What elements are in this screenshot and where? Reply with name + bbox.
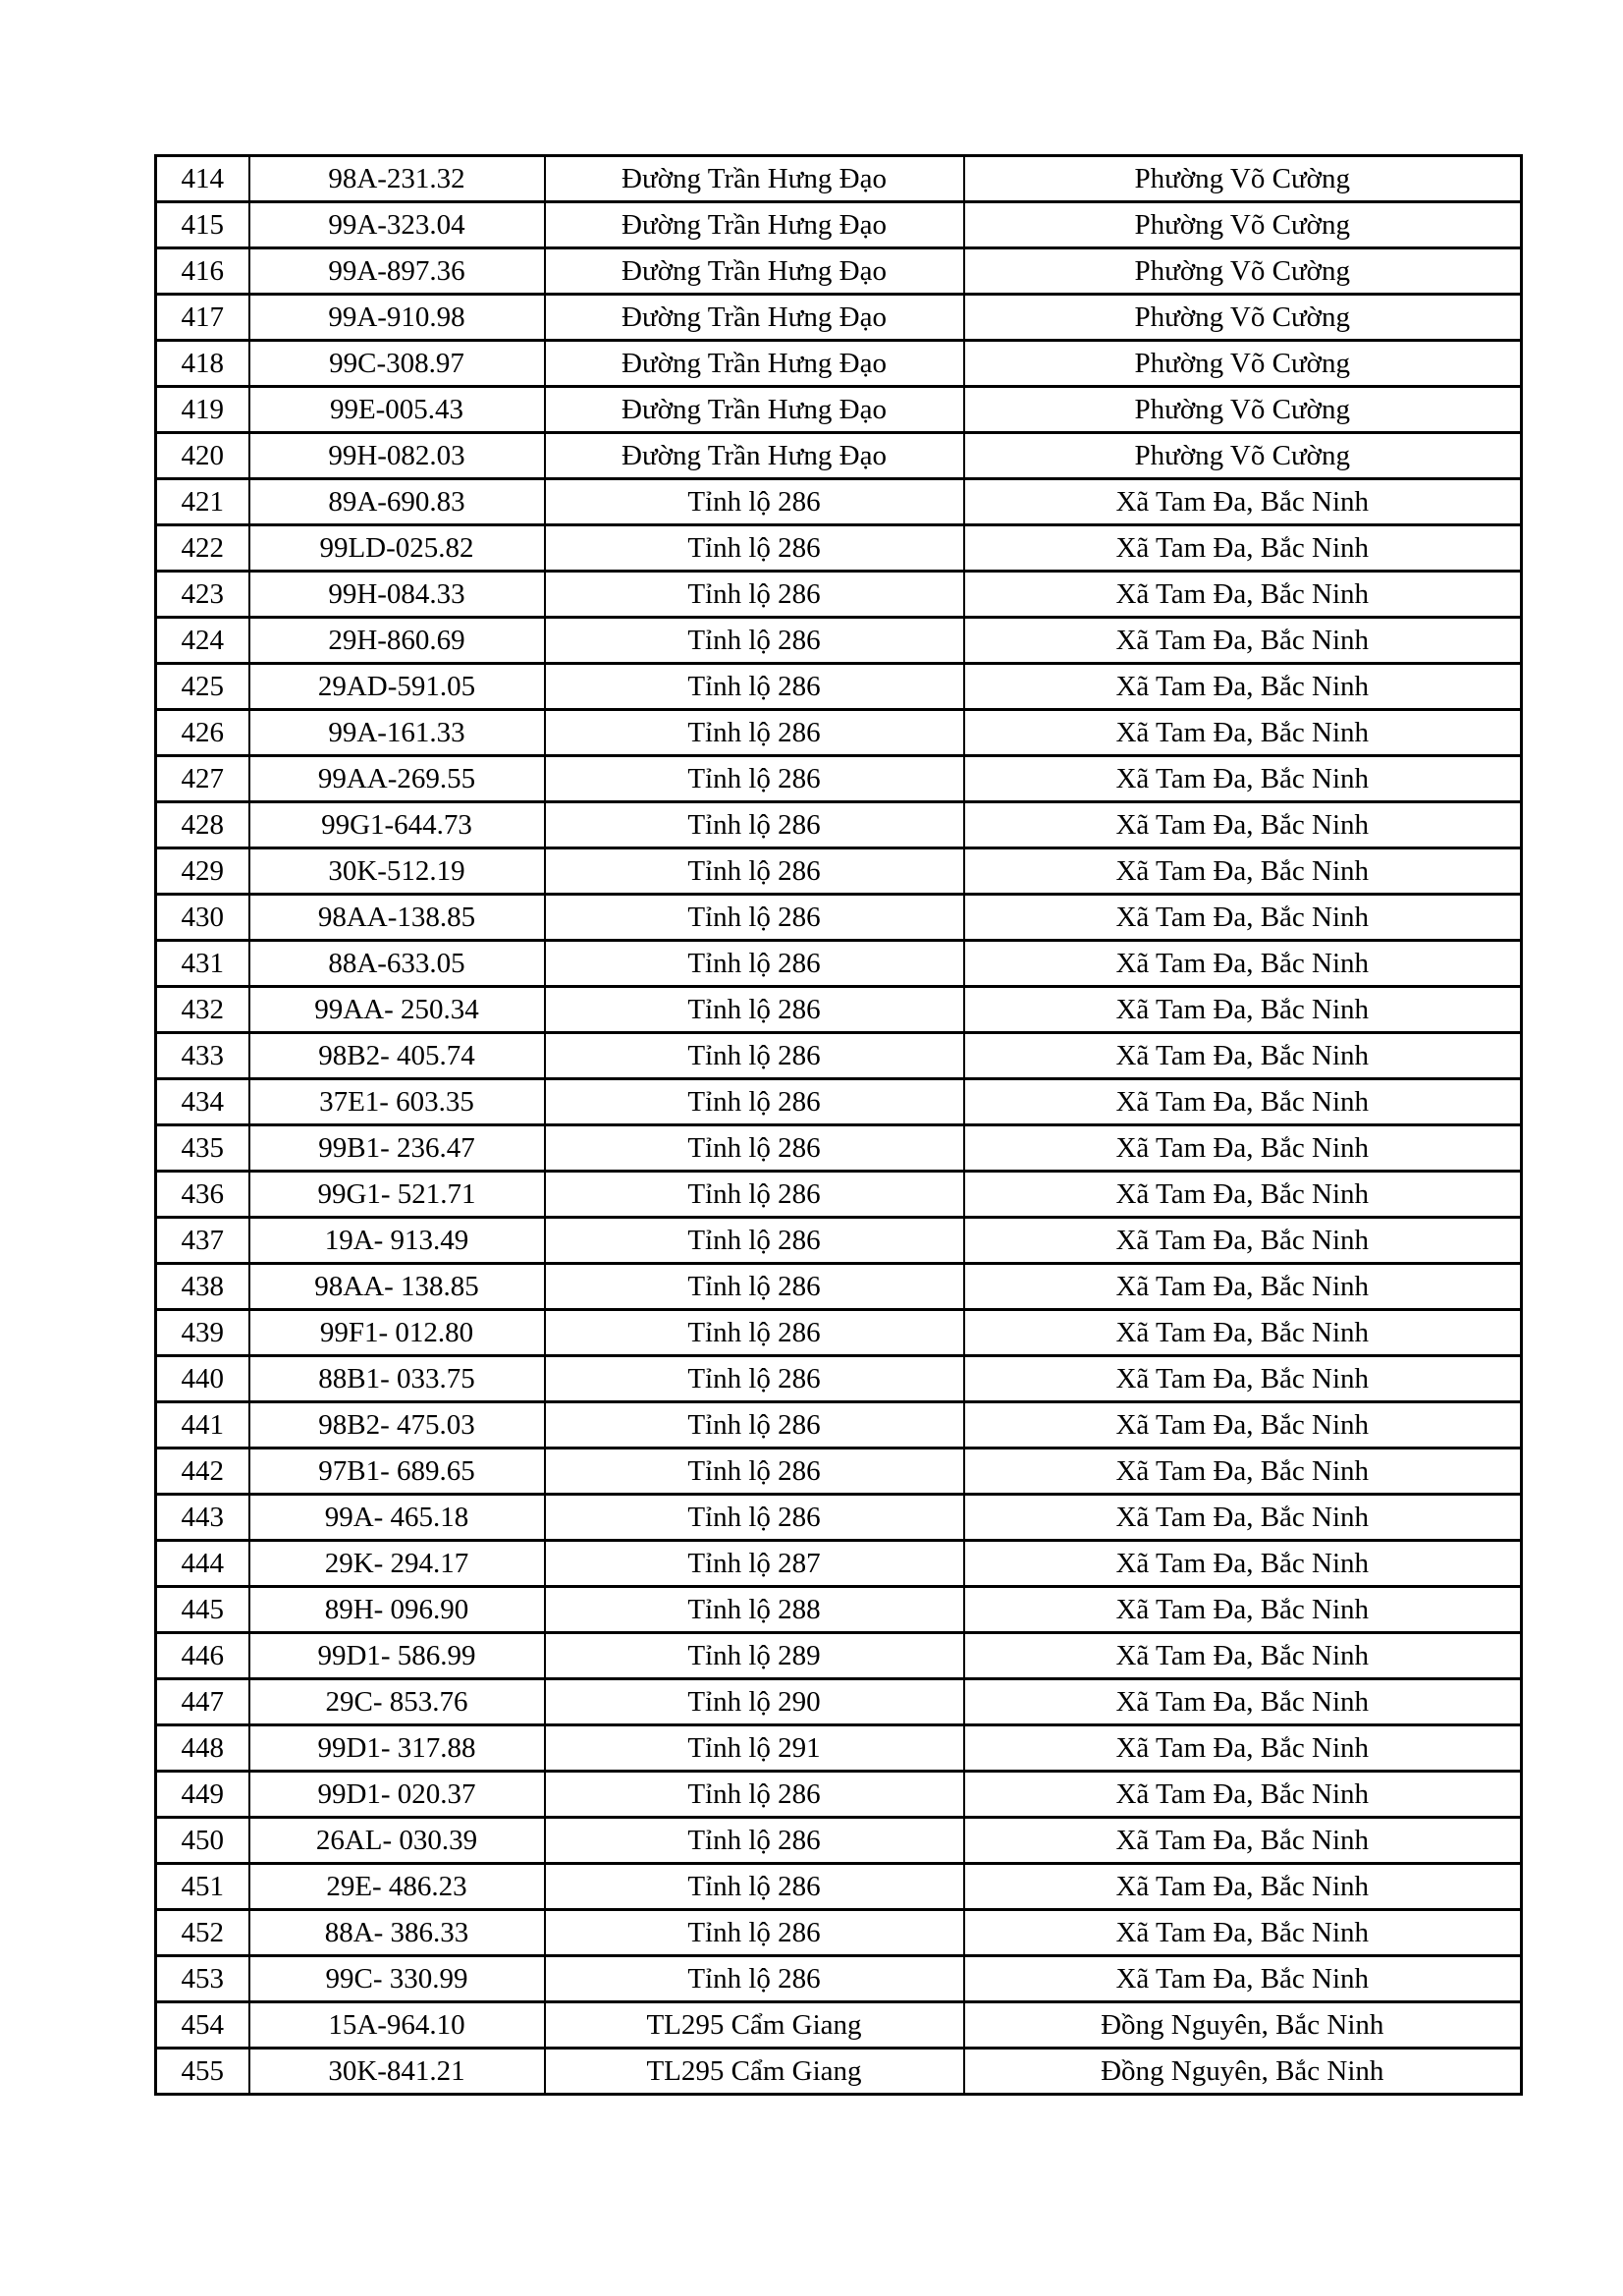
table-row	[156, 572, 1522, 618]
plate-cell: 88B1- 033.75	[249, 1356, 545, 1402]
ward-cell: Xã Tam Đa, Bắc Ninh	[964, 525, 1522, 572]
row-number-cell: 441	[156, 1402, 249, 1449]
row-number-cell: 425	[156, 664, 249, 710]
row-number-cell: 426	[156, 710, 249, 756]
street-cell: Đường Trần Hưng Đạo	[545, 202, 964, 248]
table-row	[156, 433, 1522, 479]
row-number-cell: 440	[156, 1356, 249, 1402]
table-row	[156, 710, 1522, 756]
row-number-cell: 454	[156, 2002, 249, 2049]
row-number-cell: 424	[156, 618, 249, 664]
ward-cell: Xã Tam Đa, Bắc Ninh	[964, 1449, 1522, 1495]
table-row	[156, 1125, 1522, 1172]
street-cell: Tỉnh lộ 286	[545, 895, 964, 941]
table-row	[156, 1079, 1522, 1125]
vehicle-list-table	[154, 154, 1523, 2096]
plate-cell: 98A-231.32	[249, 156, 545, 202]
ward-cell: Xã Tam Đa, Bắc Ninh	[964, 756, 1522, 802]
street-cell: Tỉnh lộ 286	[545, 987, 964, 1033]
ward-cell: Phường Võ Cường	[964, 156, 1522, 202]
table-row	[156, 1310, 1522, 1356]
row-number-cell: 447	[156, 1679, 249, 1725]
street-cell: Đường Trần Hưng Đạo	[545, 341, 964, 387]
ward-cell: Xã Tam Đa, Bắc Ninh	[964, 1125, 1522, 1172]
ward-cell: Đồng Nguyên, Bắc Ninh	[964, 2002, 1522, 2049]
table-body	[156, 156, 1522, 2095]
row-number-cell: 416	[156, 248, 249, 295]
street-cell: Đường Trần Hưng Đạo	[545, 295, 964, 341]
street-cell: Tỉnh lộ 286	[545, 756, 964, 802]
ward-cell: Xã Tam Đa, Bắc Ninh	[964, 572, 1522, 618]
street-cell: Tỉnh lộ 286	[545, 710, 964, 756]
ward-cell: Phường Võ Cường	[964, 387, 1522, 433]
street-cell: Đường Trần Hưng Đạo	[545, 433, 964, 479]
ward-cell: Xã Tam Đa, Bắc Ninh	[964, 1818, 1522, 1864]
row-number-cell: 436	[156, 1172, 249, 1218]
table-row	[156, 248, 1522, 295]
row-number-cell: 431	[156, 941, 249, 987]
row-number-cell: 449	[156, 1772, 249, 1818]
plate-cell: 99C-308.97	[249, 341, 545, 387]
row-number-cell: 434	[156, 1079, 249, 1125]
table-row	[156, 1033, 1522, 1079]
plate-cell: 19A- 913.49	[249, 1218, 545, 1264]
table-row	[156, 387, 1522, 433]
ward-cell: Xã Tam Đa, Bắc Ninh	[964, 1541, 1522, 1587]
row-number-cell: 432	[156, 987, 249, 1033]
ward-cell: Xã Tam Đa, Bắc Ninh	[964, 941, 1522, 987]
ward-cell: Xã Tam Đa, Bắc Ninh	[964, 1264, 1522, 1310]
plate-cell: 99F1- 012.80	[249, 1310, 545, 1356]
table-row	[156, 618, 1522, 664]
plate-cell: 98AA-138.85	[249, 895, 545, 941]
street-cell: Tỉnh lộ 286	[545, 802, 964, 848]
ward-cell: Xã Tam Đa, Bắc Ninh	[964, 1495, 1522, 1541]
row-number-cell: 442	[156, 1449, 249, 1495]
row-number-cell: 427	[156, 756, 249, 802]
street-cell: Tỉnh lộ 286	[545, 664, 964, 710]
row-number-cell: 437	[156, 1218, 249, 1264]
table-row	[156, 295, 1522, 341]
row-number-cell: 444	[156, 1541, 249, 1587]
street-cell: Tỉnh lộ 286	[545, 1356, 964, 1402]
ward-cell: Xã Tam Đa, Bắc Ninh	[964, 895, 1522, 941]
table-row	[156, 1264, 1522, 1310]
row-number-cell: 430	[156, 895, 249, 941]
street-cell: Tỉnh lộ 286	[545, 1772, 964, 1818]
plate-cell: 99A-910.98	[249, 295, 545, 341]
row-number-cell: 451	[156, 1864, 249, 1910]
street-cell: Tỉnh lộ 286	[545, 1218, 964, 1264]
row-number-cell: 428	[156, 802, 249, 848]
street-cell: Tỉnh lộ 286	[545, 1495, 964, 1541]
ward-cell: Xã Tam Đa, Bắc Ninh	[964, 1079, 1522, 1125]
plate-cell: 88A-633.05	[249, 941, 545, 987]
ward-cell: Đồng Nguyên, Bắc Ninh	[964, 2049, 1522, 2095]
plate-cell: 99A-161.33	[249, 710, 545, 756]
street-cell: Tỉnh lộ 286	[545, 479, 964, 525]
street-cell: Tỉnh lộ 289	[545, 1633, 964, 1679]
plate-cell: 88A- 386.33	[249, 1910, 545, 1956]
ward-cell: Xã Tam Đa, Bắc Ninh	[964, 1772, 1522, 1818]
street-cell: Tỉnh lộ 286	[545, 848, 964, 895]
table-row	[156, 1495, 1522, 1541]
street-cell: Tỉnh lộ 288	[545, 1587, 964, 1633]
ward-cell: Xã Tam Đa, Bắc Ninh	[964, 1633, 1522, 1679]
row-number-cell: 435	[156, 1125, 249, 1172]
ward-cell: Phường Võ Cường	[964, 202, 1522, 248]
plate-cell: 29AD-591.05	[249, 664, 545, 710]
row-number-cell: 429	[156, 848, 249, 895]
ward-cell: Xã Tam Đa, Bắc Ninh	[964, 479, 1522, 525]
ward-cell: Xã Tam Đa, Bắc Ninh	[964, 1956, 1522, 2002]
table-row	[156, 1772, 1522, 1818]
street-cell: Tỉnh lộ 286	[545, 1172, 964, 1218]
row-number-cell: 448	[156, 1725, 249, 1772]
plate-cell: 89A-690.83	[249, 479, 545, 525]
ward-cell: Xã Tam Đa, Bắc Ninh	[964, 1910, 1522, 1956]
plate-cell: 99AA-269.55	[249, 756, 545, 802]
table-row	[156, 756, 1522, 802]
street-cell: Tỉnh lộ 286	[545, 1125, 964, 1172]
street-cell: Tỉnh lộ 286	[545, 1910, 964, 1956]
plate-cell: 29K- 294.17	[249, 1541, 545, 1587]
table-row	[156, 1541, 1522, 1587]
row-number-cell: 421	[156, 479, 249, 525]
row-number-cell: 438	[156, 1264, 249, 1310]
ward-cell: Xã Tam Đa, Bắc Ninh	[964, 1172, 1522, 1218]
plate-cell: 99A-323.04	[249, 202, 545, 248]
street-cell: Tỉnh lộ 287	[545, 1541, 964, 1587]
plate-cell: 99D1- 020.37	[249, 1772, 545, 1818]
street-cell: Tỉnh lộ 286	[545, 941, 964, 987]
table-row	[156, 1172, 1522, 1218]
row-number-cell: 420	[156, 433, 249, 479]
street-cell: Tỉnh lộ 286	[545, 1864, 964, 1910]
plate-cell: 30K-841.21	[249, 2049, 545, 2095]
ward-cell: Xã Tam Đa, Bắc Ninh	[964, 618, 1522, 664]
street-cell: Tỉnh lộ 286	[545, 618, 964, 664]
row-number-cell: 439	[156, 1310, 249, 1356]
row-number-cell: 443	[156, 1495, 249, 1541]
ward-cell: Xã Tam Đa, Bắc Ninh	[964, 1310, 1522, 1356]
street-cell: Tỉnh lộ 286	[545, 572, 964, 618]
plate-cell: 99E-005.43	[249, 387, 545, 433]
plate-cell: 29E- 486.23	[249, 1864, 545, 1910]
table-row	[156, 1864, 1522, 1910]
row-number-cell: 414	[156, 156, 249, 202]
plate-cell: 99LD-025.82	[249, 525, 545, 572]
street-cell: Tỉnh lộ 291	[545, 1725, 964, 1772]
plate-cell: 98B2- 405.74	[249, 1033, 545, 1079]
ward-cell: Xã Tam Đa, Bắc Ninh	[964, 802, 1522, 848]
table-row	[156, 895, 1522, 941]
ward-cell: Xã Tam Đa, Bắc Ninh	[964, 664, 1522, 710]
table-row	[156, 2002, 1522, 2049]
street-cell: TL295 Cẩm Giang	[545, 2049, 964, 2095]
table-row	[156, 479, 1522, 525]
table-row	[156, 1356, 1522, 1402]
row-number-cell: 433	[156, 1033, 249, 1079]
table-row	[156, 202, 1522, 248]
plate-cell: 29H-860.69	[249, 618, 545, 664]
plate-cell: 29C- 853.76	[249, 1679, 545, 1725]
plate-cell: 99AA- 250.34	[249, 987, 545, 1033]
ward-cell: Phường Võ Cường	[964, 341, 1522, 387]
table-row	[156, 525, 1522, 572]
table-row	[156, 1956, 1522, 2002]
ward-cell: Xã Tam Đa, Bắc Ninh	[964, 710, 1522, 756]
street-cell: Đường Trần Hưng Đạo	[545, 156, 964, 202]
table-row	[156, 987, 1522, 1033]
plate-cell: 99D1- 586.99	[249, 1633, 545, 1679]
street-cell: Tỉnh lộ 286	[545, 1956, 964, 2002]
street-cell: Tỉnh lộ 286	[545, 1449, 964, 1495]
street-cell: Tỉnh lộ 286	[545, 1033, 964, 1079]
street-cell: TL295 Cẩm Giang	[545, 2002, 964, 2049]
row-number-cell: 446	[156, 1633, 249, 1679]
street-cell: Tỉnh lộ 286	[545, 1310, 964, 1356]
table-row	[156, 1679, 1522, 1725]
row-number-cell: 422	[156, 525, 249, 572]
plate-cell: 99H-084.33	[249, 572, 545, 618]
table-row	[156, 664, 1522, 710]
row-number-cell: 453	[156, 1956, 249, 2002]
plate-cell: 99B1- 236.47	[249, 1125, 545, 1172]
ward-cell: Xã Tam Đa, Bắc Ninh	[964, 1356, 1522, 1402]
table-row	[156, 1818, 1522, 1864]
ward-cell: Xã Tam Đa, Bắc Ninh	[964, 1679, 1522, 1725]
row-number-cell: 418	[156, 341, 249, 387]
street-cell: Đường Trần Hưng Đạo	[545, 248, 964, 295]
street-cell: Tỉnh lộ 286	[545, 1402, 964, 1449]
street-cell: Tỉnh lộ 286	[545, 525, 964, 572]
plate-cell: 15A-964.10	[249, 2002, 545, 2049]
table-row	[156, 1587, 1522, 1633]
table-row	[156, 802, 1522, 848]
table-row	[156, 1449, 1522, 1495]
plate-cell: 37E1- 603.35	[249, 1079, 545, 1125]
plate-cell: 89H- 096.90	[249, 1587, 545, 1633]
ward-cell: Phường Võ Cường	[964, 295, 1522, 341]
plate-cell: 98AA- 138.85	[249, 1264, 545, 1310]
plate-cell: 99C- 330.99	[249, 1956, 545, 2002]
ward-cell: Xã Tam Đa, Bắc Ninh	[964, 1402, 1522, 1449]
ward-cell: Phường Võ Cường	[964, 248, 1522, 295]
table-row	[156, 941, 1522, 987]
row-number-cell: 423	[156, 572, 249, 618]
street-cell: Tỉnh lộ 286	[545, 1818, 964, 1864]
row-number-cell: 419	[156, 387, 249, 433]
table-row	[156, 1910, 1522, 1956]
row-number-cell: 450	[156, 1818, 249, 1864]
table-row	[156, 1633, 1522, 1679]
ward-cell: Xã Tam Đa, Bắc Ninh	[964, 1864, 1522, 1910]
plate-cell: 30K-512.19	[249, 848, 545, 895]
row-number-cell: 455	[156, 2049, 249, 2095]
street-cell: Đường Trần Hưng Đạo	[545, 387, 964, 433]
table-row	[156, 1218, 1522, 1264]
plate-cell: 99G1-644.73	[249, 802, 545, 848]
plate-cell: 99A-897.36	[249, 248, 545, 295]
table-row	[156, 2049, 1522, 2095]
row-number-cell: 415	[156, 202, 249, 248]
ward-cell: Xã Tam Đa, Bắc Ninh	[964, 1033, 1522, 1079]
table-row	[156, 1725, 1522, 1772]
table-row	[156, 341, 1522, 387]
ward-cell: Phường Võ Cường	[964, 433, 1522, 479]
row-number-cell: 445	[156, 1587, 249, 1633]
plate-cell: 97B1- 689.65	[249, 1449, 545, 1495]
ward-cell: Xã Tam Đa, Bắc Ninh	[964, 987, 1522, 1033]
row-number-cell: 452	[156, 1910, 249, 1956]
plate-cell: 99G1- 521.71	[249, 1172, 545, 1218]
ward-cell: Xã Tam Đa, Bắc Ninh	[964, 848, 1522, 895]
table-row	[156, 1402, 1522, 1449]
plate-cell: 99D1- 317.88	[249, 1725, 545, 1772]
row-number-cell: 417	[156, 295, 249, 341]
plate-cell: 99H-082.03	[249, 433, 545, 479]
street-cell: Tỉnh lộ 286	[545, 1264, 964, 1310]
plate-cell: 26AL- 030.39	[249, 1818, 545, 1864]
ward-cell: Xã Tam Đa, Bắc Ninh	[964, 1725, 1522, 1772]
table-row	[156, 156, 1522, 202]
plate-cell: 99A- 465.18	[249, 1495, 545, 1541]
street-cell: Tỉnh lộ 286	[545, 1079, 964, 1125]
table-row	[156, 848, 1522, 895]
street-cell: Tỉnh lộ 290	[545, 1679, 964, 1725]
plate-cell: 98B2- 475.03	[249, 1402, 545, 1449]
ward-cell: Xã Tam Đa, Bắc Ninh	[964, 1218, 1522, 1264]
ward-cell: Xã Tam Đa, Bắc Ninh	[964, 1587, 1522, 1633]
